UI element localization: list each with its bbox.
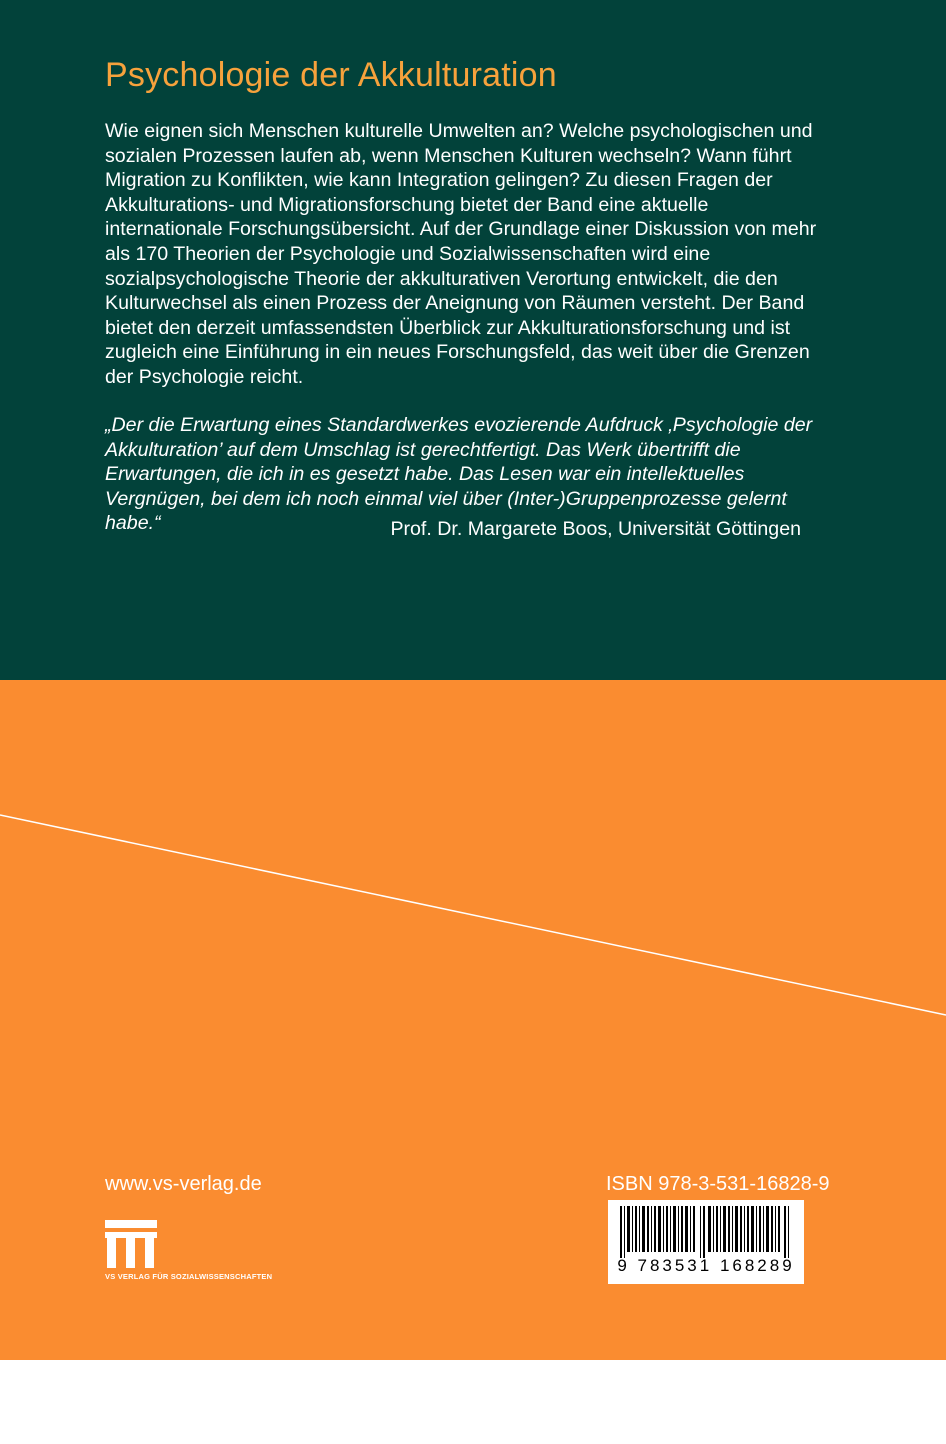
diagonal-line (0, 800, 946, 1020)
publisher-name: VS VERLAG FÜR SOZIALWISSENSCHAFTEN (105, 1272, 273, 1281)
book-title: Psychologie der Akkulturation (105, 56, 557, 94)
publisher-website: www.vs-verlag.de (105, 1173, 262, 1195)
barcode-digits: 9 783531 168289 (617, 1256, 795, 1275)
isbn-number: ISBN 978-3-531-16828-9 (606, 1173, 830, 1195)
author-name: Dr. Andreas Zick (105, 1395, 259, 1417)
publisher-logo-icon (105, 1220, 157, 1268)
top-panel (0, 0, 946, 680)
review-quote: „Der die Erwartung eines Standardwerkes evozierende Aufdruck ‚Psychologie der Akkulturation’ auf dem Umschlag ist gerechtfertigt. Das Werk übertrifft die Erwartungen, die ich in es gesetzt habe. Das Lesen war ein intellektuelles Vergnügen, bei dem ich noch einmal viel über (Inter-)Gruppenprozesse gelernt habe.“ (105, 414, 813, 535)
book-description: Wie eignen sich Menschen kulturelle Umwelten an? Welche psychologischen und sozialen Prozessen laufen ab, wenn Menschen Kulturen wechseln? Wann führt Migration zu Konflikten, wie kann Integration gelingen? Zu diesen Fragen der Akkulturations- und Migrationsforschung bietet der Band eine aktuelle internationale Forschungsübersicht. Auf der Grundlage einer Diskussion von mehr als 170 Theorien der Psychologie und Sozialwissenschaften wird eine sozialpsychologische Theorie der akkulturativen Verortung entwickelt, die den Kulturwechsel als einen Prozess der Aneignung von Räumen versteht. Der Band bietet den derzeit umfassendsten Überblick zur Akkulturationsforschung und ist zugleich eine Einführung in ein neues Forschungsfeld, das weit über die Grenzen der Psychologie reicht. (105, 120, 817, 388)
barcode-bars (608, 1200, 804, 1258)
author-bio-text: ist Professor für Sozialisation und Konfliktforschung an der Universität Bielefeld. (105, 1395, 772, 1442)
author-bio (105, 1394, 825, 1444)
quote-attribution: Prof. Dr. Margarete Boos, Universität Göttingen (390, 518, 801, 540)
